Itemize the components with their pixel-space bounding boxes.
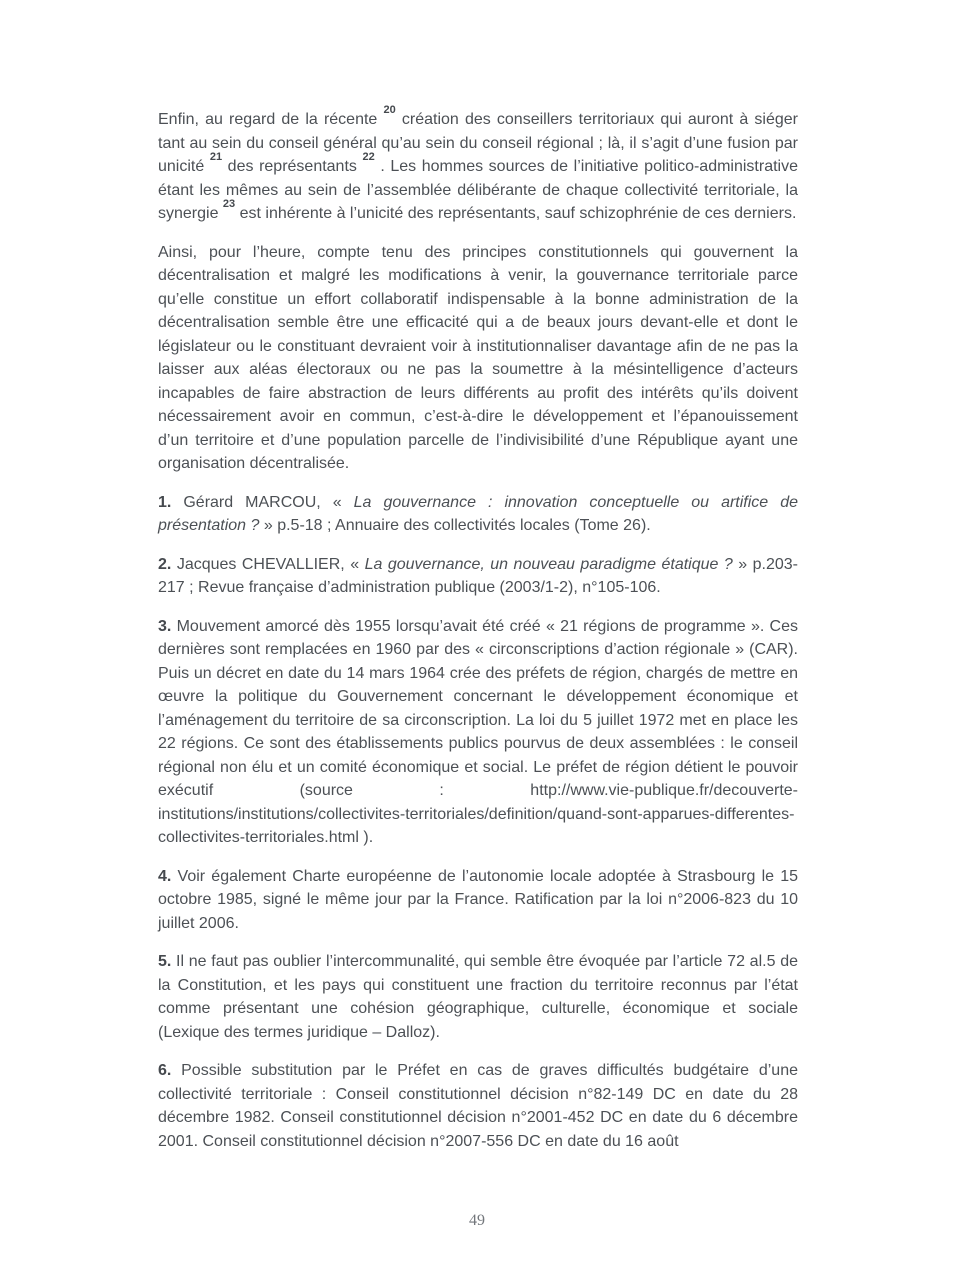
footnote-number: 6. <box>158 1062 172 1079</box>
page-number: 49 <box>469 1212 485 1229</box>
paragraph-text: création des conseillers territoriaux qui auront à siéger tant au sein du conseil général qu’au sein du conseil régional ; là, il s’agit d’une fusion par unicité <box>158 111 799 175</box>
footnote-text: Possible substitution par le Préfet en cas de graves difficultés budgétaire d’une collectivité territoriale : Conseil constitutionnel décision n°82-149 DC en date du 28 décembre 1982. Conseil constitutionnel décision n°2001-452 DC en date du 6 décembre 2001. Conseil constitutionnel décision n°2007-556 DC en date du 16 août <box>158 1062 798 1150</box>
footnote-4 <box>158 865 798 936</box>
paragraph-text: des représentants <box>222 158 363 175</box>
footnote-text: Il ne faut pas oublier l’intercommunalité, qui semble être évoquée par l’article 72 al.5 de la Constitution, et les pays qui constituent une fraction du territoire reconnus par l’état comme présentant une cohésion géographique, culturelle, économique et sociale (Lexique des termes juridique – Dalloz). <box>158 953 798 1041</box>
footnote-1 <box>158 491 798 538</box>
paragraph-text: Enfin, au regard de la récente <box>158 111 384 128</box>
footnote-3 <box>158 615 798 850</box>
footnote-italic-title: La gouvernance, un nouveau paradigme étatique ? <box>364 555 733 573</box>
footnote-text: » p.203-217 ; Revue française d’administration publique (2003/1-2), n°105-106. <box>158 555 799 596</box>
footnote-ref-23: 23 <box>222 197 236 210</box>
footnote-text: Voir également Charte européenne de l’autonomie locale adoptée à Strasbourg le 15 octobre 1985, signé le même jour par la France. Ratification par la loi n°2006-823 du 10 juillet 2006. <box>158 867 798 932</box>
footnote-number: 3. <box>158 617 172 635</box>
paragraph-text: Ainsi, pour l’heure, compte tenu des principes constitutionnels qui gouvernent la décentralisation et malgré les modifications à venir, la gouvernance territoriale parce qu’elle constitue un effort collaboratif indispensable à la bonne administration de la décentralisation semble être une efficacité qui a de beaux jours devant-elle et dont le législateur ou le constituant devraient voir à institutionnaliser davantage afin de ne pas la laisser aux aléas électoraux ou ne pas la soumettre à la mésintelligence d’acteurs incapables de faire abstraction de leurs différents au profit des intérêts qu’ils doivent nécessairement avoir en commun, c’est-à-dire le développement et l’épanouissement d’un territoire et d’une population parcelle de l’indivisibilité d’une République ayant une organisation décentralisée. <box>158 243 798 472</box>
footnote-2 <box>158 553 798 600</box>
footnote-text: Jacques CHEVALLIER, « <box>171 555 365 573</box>
footnote-6 <box>158 1059 798 1153</box>
footnote-ref-22: 22 <box>362 150 375 163</box>
footnote-number: 1. <box>158 493 172 511</box>
footnote-italic-title: La gouvernance : innovation conceptuelle ou artifice de présentation ? <box>158 493 799 534</box>
footnote-number: 2. <box>158 555 172 573</box>
footnote-text: Mouvement amorcé dès 1955 lorsqu’avait été créé « 21 régions de programme ». Ces dernières sont remplacées en 1960 par des « circonscriptions d’action régionale » (CAR). Puis un décret en date du 14 mars 1964 crée des préfets de région, chargés de mettre en œuvre la politique du Gouvernement concernant le développement économique et l’aménagement du territoire de sa circonscription. La loi du 5 juillet 1972 met en place les 22 régions. Ce sont des établissements publics pourvus de deux assemblées : le conseil régional non élu et un comité économique et social. Le préfet de région détient le pouvoir exécutif (source : http://www.vie-publique.fr/decouverte-institutions/institutions/collectivites-territoriales/definition/quand-sont-apparues-differentes-collectivites-territoriales.html ). <box>158 617 798 846</box>
footnote-5 <box>158 950 798 1044</box>
footnote-text: » p.5-18 ; Annuaire des collectivités locales (Tome 26). <box>259 517 651 534</box>
footnote-number: 5. <box>158 953 172 970</box>
footnote-number: 4. <box>158 867 172 885</box>
paragraph-text: est inhérente à l’unicité des représentants, sauf schizophrénie de ces derniers. <box>235 205 797 222</box>
footnote-ref-20: 20 <box>383 103 396 116</box>
body-paragraph-1 <box>158 103 799 226</box>
paragraph-text: . Les hommes sources de l’initiative politico-administrative étant les mêmes au sein de l’assemblée délibérante de chaque collectivité territoriale, la synergie <box>158 158 798 222</box>
footnote-ref-21: 21 <box>209 150 223 163</box>
footnote-text: Gérard MARCOU, « <box>171 493 354 511</box>
body-paragraph-2 <box>158 241 798 476</box>
page-content <box>158 103 799 1168</box>
